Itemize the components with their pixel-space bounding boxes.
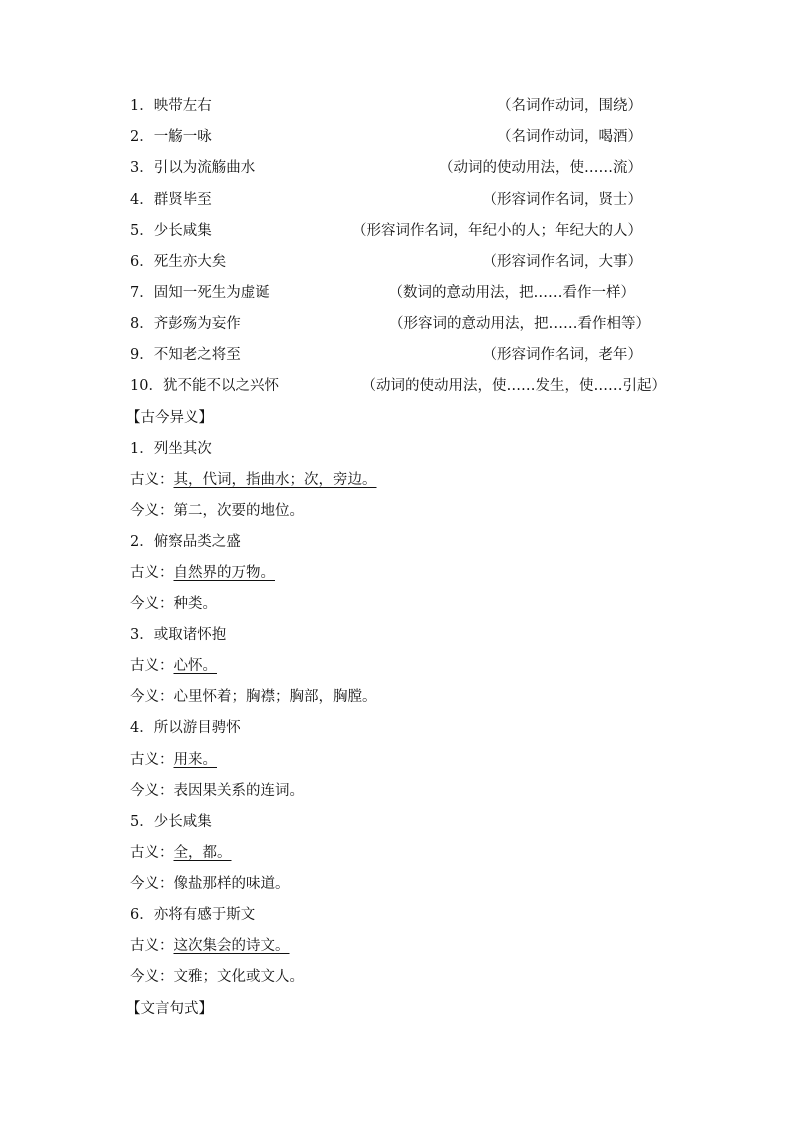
usage-term: 4．群贤毕至	[130, 192, 212, 208]
ancient-meaning: 全，都。	[173, 845, 232, 861]
ancient-meaning: 心怀。	[173, 658, 217, 674]
ancient-label: 古义：	[130, 565, 174, 581]
ancient-label: 古义：	[130, 845, 174, 861]
modern-meaning: 文雅；文化或文人。	[173, 969, 304, 985]
modern-meaning: 第二，次要的地位。	[173, 503, 304, 519]
ancient-meaning: 自然界的万物。	[173, 565, 275, 581]
modern-label: 今义：	[130, 876, 174, 892]
gujin-modern	[130, 777, 304, 805]
usage-note: （形容词作名词，大事）	[482, 254, 642, 270]
modern-meaning: 心里怀着；胸襟；胸部，胸膛。	[173, 689, 377, 705]
gujin-phrase: 6．亦将有感于斯文	[130, 907, 256, 923]
usage-note: （形容词的意动用法，把……看作相等）	[389, 316, 650, 332]
gujin-ancient	[130, 559, 275, 587]
ancient-label: 古义：	[130, 752, 174, 768]
modern-label: 今义：	[130, 783, 174, 799]
gujin-modern	[130, 683, 377, 711]
ancient-label: 古义：	[130, 472, 174, 488]
usage-term: 7．固知一死生为虚诞	[130, 285, 270, 301]
usage-entry	[130, 217, 642, 245]
usage-note: （名词作动词，喝酒）	[497, 129, 642, 145]
ancient-meaning: 这次集会的诗文。	[173, 938, 290, 954]
usage-note: （形容词作名词，老年）	[482, 347, 642, 363]
section-heading-juzhi: 【文言句式】	[126, 1001, 213, 1017]
gujin-ancient	[130, 652, 217, 680]
gujin-ancient	[130, 839, 232, 867]
usage-entry	[130, 248, 642, 276]
usage-term: 5．少长咸集	[130, 223, 212, 239]
modern-meaning: 像盐那样的味道。	[173, 876, 290, 892]
usage-term: 10．犹不能不以之兴怀	[130, 378, 279, 394]
gujin-phrase: 3．或取诸怀抱	[130, 627, 227, 643]
usage-term: 6．死生亦大矣	[130, 254, 227, 270]
gujin-phrase: 4．所以游目骋怀	[130, 720, 241, 736]
usage-term: 8．齐彭殇为妄作	[130, 316, 241, 332]
gujin-phrase: 1．列坐其次	[130, 441, 212, 457]
gujin-phrase: 2．俯察品类之盛	[130, 534, 241, 550]
gujin-phrase: 5．少长咸集	[130, 814, 212, 830]
usage-entry	[130, 310, 650, 338]
ancient-meaning: 用来。	[173, 752, 217, 768]
usage-entry	[130, 372, 666, 400]
section-heading-gujin: 【古今异义】	[126, 410, 213, 426]
modern-label: 今义：	[130, 969, 174, 985]
modern-label: 今义：	[130, 689, 174, 705]
usage-term: 9．不知老之将至	[130, 347, 241, 363]
gujin-ancient	[130, 932, 290, 960]
usage-note: （数词的意动用法，把……看作一样）	[388, 285, 635, 301]
usage-note: （名词作动词，围绕）	[497, 98, 642, 114]
usage-entry	[130, 186, 642, 214]
modern-meaning: 种类。	[173, 596, 217, 612]
usage-note: （动词的使动用法，使……流）	[439, 160, 642, 176]
gujin-modern	[130, 497, 304, 525]
usage-entry	[130, 123, 642, 151]
modern-label: 今义：	[130, 503, 174, 519]
usage-term: 3．引以为流觞曲水	[130, 160, 256, 176]
usage-entry	[130, 279, 635, 307]
usage-entry	[130, 341, 642, 369]
gujin-modern	[130, 590, 217, 618]
gujin-ancient	[130, 746, 217, 774]
gujin-modern	[130, 963, 304, 991]
gujin-modern	[130, 870, 290, 898]
modern-label: 今义：	[130, 596, 174, 612]
usage-entry	[130, 154, 642, 182]
usage-note: （形容词作名词，年纪小的人；年纪大的人）	[352, 223, 642, 239]
usage-note: （动词的使动用法，使……发生，使……引起）	[361, 378, 666, 394]
modern-meaning: 表因果关系的连词。	[173, 783, 304, 799]
usage-note: （形容词作名词，贤士）	[482, 192, 642, 208]
usage-entry	[130, 92, 642, 120]
usage-term: 2．一觞一咏	[130, 129, 212, 145]
gujin-ancient	[130, 466, 377, 494]
usage-term: 1．映带左右	[130, 98, 212, 114]
ancient-label: 古义：	[130, 938, 174, 954]
ancient-label: 古义：	[130, 658, 174, 674]
ancient-meaning: 其，代词，指曲水；次，旁边。	[173, 472, 377, 488]
